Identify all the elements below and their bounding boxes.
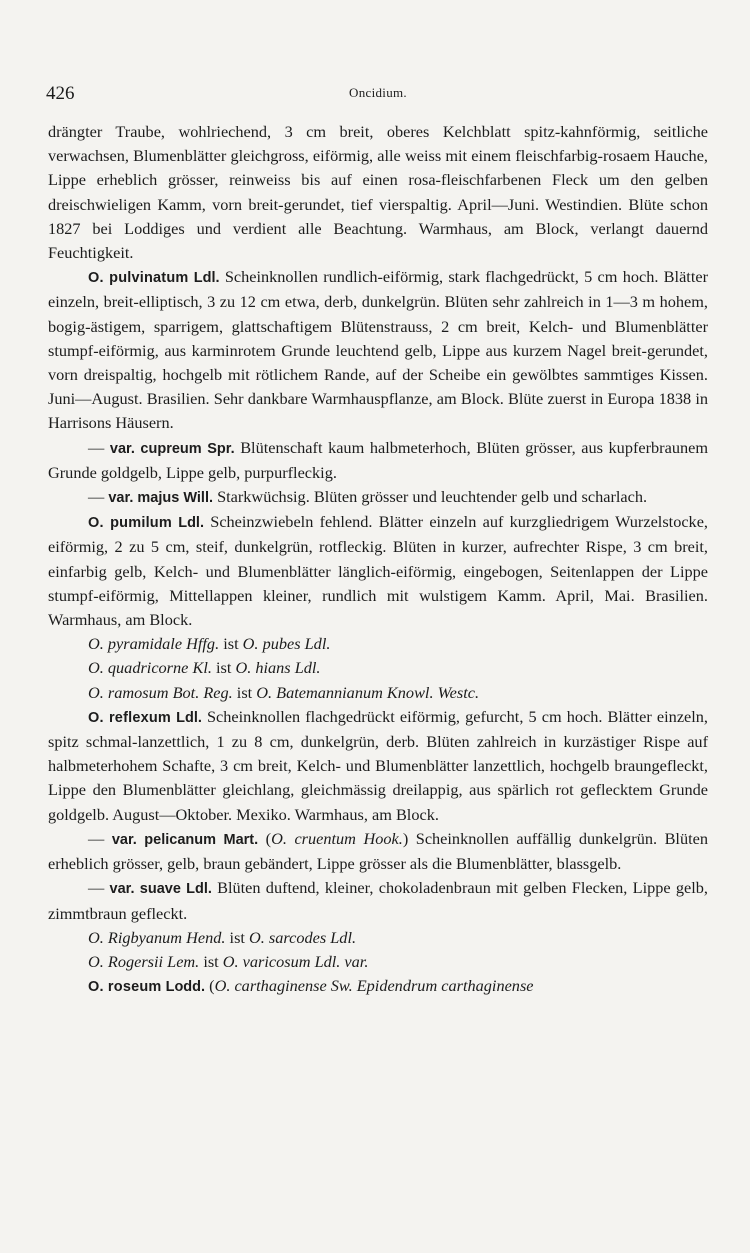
entry-text: Scheinknollen rundlich-eiförmig, stark flachgedrückt, 5 cm hoch. Blätter einzeln, breit-elliptisch, 3 zu 12 cm etwa, derb, dunkelgrün. Blüten sehr zahlreich in 1—3 m hohem, bogig-ästigem, sparrigem, glattschaftigem Blütenstrauss, 2 cm breit, Kelch- und Blumenblätter stumpf-eiförmig, aus karminrotem Grunde leuchtend gelb, Lippe aus kurzem Nagel breit-gerundet, vorn dreispaltig, hochgelb mit rötlichem Rande, auf der Scheibe ein gewölbtes sammtiges Kissen. Juni—August. Brasilien. Sehr dankbare Warmhauspflanze, am Block. Blüte zuerst in Europa 1838 in Harrisons Häusern. (48, 267, 708, 433)
dash: — (88, 828, 112, 848)
species-author: Ldl. (193, 270, 220, 287)
page-body (48, 120, 708, 999)
variety-name: var. majus Will. (108, 490, 213, 507)
synonym-name: O. quadricorne Kl. (88, 658, 212, 678)
species-name: O. reflexum (88, 709, 172, 726)
entry-var-suave (48, 876, 708, 925)
entry-text: Blütenschaft kaum halbmeterhoch, Blüten grösser, aus kupferbraunem Grunde goldgelb, Lippe gelb, purpurfleckig. (48, 437, 708, 482)
paragraph-continuation: drängter Traube, wohlriechend, 3 cm breit, oberes Kelchblatt spitz-kahnförmig, seitliche verwachsen, Blumenblätter gleichgross, eiförmig, alle weiss mit einem fleischfarbig-rosaem Hauche, Lippe erheblich grösser, reinweiss bis auf einen rosa-fleischfarbenen Fleck um den gelben dreischwieligen Kamm, vorn breit-gerundet, tief vierspaltig. April—Juni. Westindien. Blüte schon 1827 bei Loddiges und verdient alle Beachtung. Warmhaus, am Block, verlangt dauernd Feuchtigkeit. (48, 122, 708, 263)
synonym-quadricorne: O. quadricorne Kl. ist O. hians Ldl. (88, 658, 321, 678)
entry-text: Blüten duftend, kleiner, chokoladenbraun mit gelben Flecken, Lippe gelb, zimmtbraun gefleckt. (48, 878, 708, 923)
synonym-rigbyanum: O. Rigbyanum Hend. ist O. sarcodes Ldl. (88, 927, 357, 947)
accepted-name: O. hians Ldl. (235, 658, 321, 678)
synonym-name: O. ramosum Bot. Reg. (88, 682, 233, 702)
entry-pumilum (48, 510, 708, 632)
entry-var-cupreum (48, 436, 708, 485)
variety-name: var. cupreum Spr. (109, 440, 235, 457)
accepted-name: O. sarcodes Ldl. (249, 927, 357, 947)
entry-reflexum (48, 705, 708, 827)
entry-pulvinatum (48, 265, 708, 435)
entry-text: Scheinknollen auffällig dunkelgrün. Blüten erheblich grösser, gelb, braun gebändert, Lippe grösser als die Blumenblätter, blassgelb. (48, 828, 708, 874)
entry-roseum: O. roseum Lodd. (O. carthaginense Sw. Epidendrum carthaginense (88, 976, 534, 996)
species-name: O. pumilum (88, 515, 172, 532)
variety-name: var. pelicanum Mart. (111, 831, 259, 848)
synonym-rogersii: O. Rogersii Lem. ist O. varicosum Ldl. var. (88, 951, 369, 971)
synonym-name: O. Rigbyanum Hend. (88, 927, 226, 947)
page-number: 426 (46, 83, 75, 104)
synonym-name: O. Rogersii Lem. (88, 951, 200, 971)
species-name: O. roseum (88, 979, 162, 996)
variety-name: var. suave Ldl. (109, 881, 212, 898)
species-author: Ldl. (178, 515, 204, 532)
dash: — (88, 878, 110, 898)
species-author: Lodd. (165, 979, 206, 996)
accepted-name: O. pubes Ldl. (242, 634, 331, 654)
entry-var-majus (48, 485, 708, 510)
dash: — (88, 437, 110, 457)
page-header (46, 83, 710, 107)
synonym-name: O. carthaginense Sw. Epidendrum carthaginense (214, 976, 534, 996)
running-title: Oncidium. (349, 85, 407, 100)
species-author: Ldl. (176, 709, 202, 726)
synonym-name: O. cruentum Hook. (271, 828, 403, 848)
entry-text: Scheinknollen flachgedrückt eiförmig, gefurcht, 5 cm hoch. Blätter einzeln, spitz schmal-lanzettlich, 1 zu 8 cm, dunkelgrün, derb. Blüten zahlreich in kurzästiger Rispe auf halbmeterhohem Schafte, 3 cm breit, Kelch- und Blumenblätter lanzettlich, hochgelb braungefleckt, Lippe den Blumenblätter gleichlang, gleichmässig dreilappig, aus spärlich rot geflecktem Grunde goldgelb. August—Oktober. Mexiko. Warmhaus, am Block. (48, 706, 709, 824)
synonym-name: O. pyramidale Hffg. (88, 634, 220, 654)
synonym-pyramidale: O. pyramidale Hffg. ist O. pubes Ldl. (88, 634, 331, 654)
entry-var-pelicanum: — var. pelicanum Mart. (O. cruentum Hook.) Scheinknollen auffällig dunkelgrün. Blüten erheblich grösser, gelb, braun gebändert, Lippe grösser als die Blumenblätter, blassgelb. (48, 828, 708, 874)
accepted-name: O. Batemannianum Knowl. Westc. (256, 682, 480, 702)
dash: — (88, 487, 109, 507)
entry-text: Scheinzwiebeln fehlend. Blätter einzeln auf kurzgliedrigem Wurzelstocke, eiförmig, 2 zu 5 cm, steif, dunkelgrün, rotfleckig. Blüten in kurzer, aufrechter Rispe, 3 cm breit, einfarbig gelb, Kelch- und Blumenblätter länglich-eiförmig, eingebogen, Seitenlappen der Lippe stumpf-eiförmig, Mittellappen kleiner, rundlich mit wulstigem Kamm. April, Mai. Brasilien. Warmhaus, am Block. (48, 512, 708, 630)
synonym-ramosum: O. ramosum Bot. Reg. ist O. Batemannianum Knowl. Westc. (88, 682, 480, 702)
entry-text: Starkwüchsig. Blüten grösser und leuchtender gelb und scharlach. (213, 487, 648, 507)
accepted-name: O. varicosum Ldl. var. (222, 951, 369, 971)
species-name: O. pulvinatum (88, 270, 189, 287)
